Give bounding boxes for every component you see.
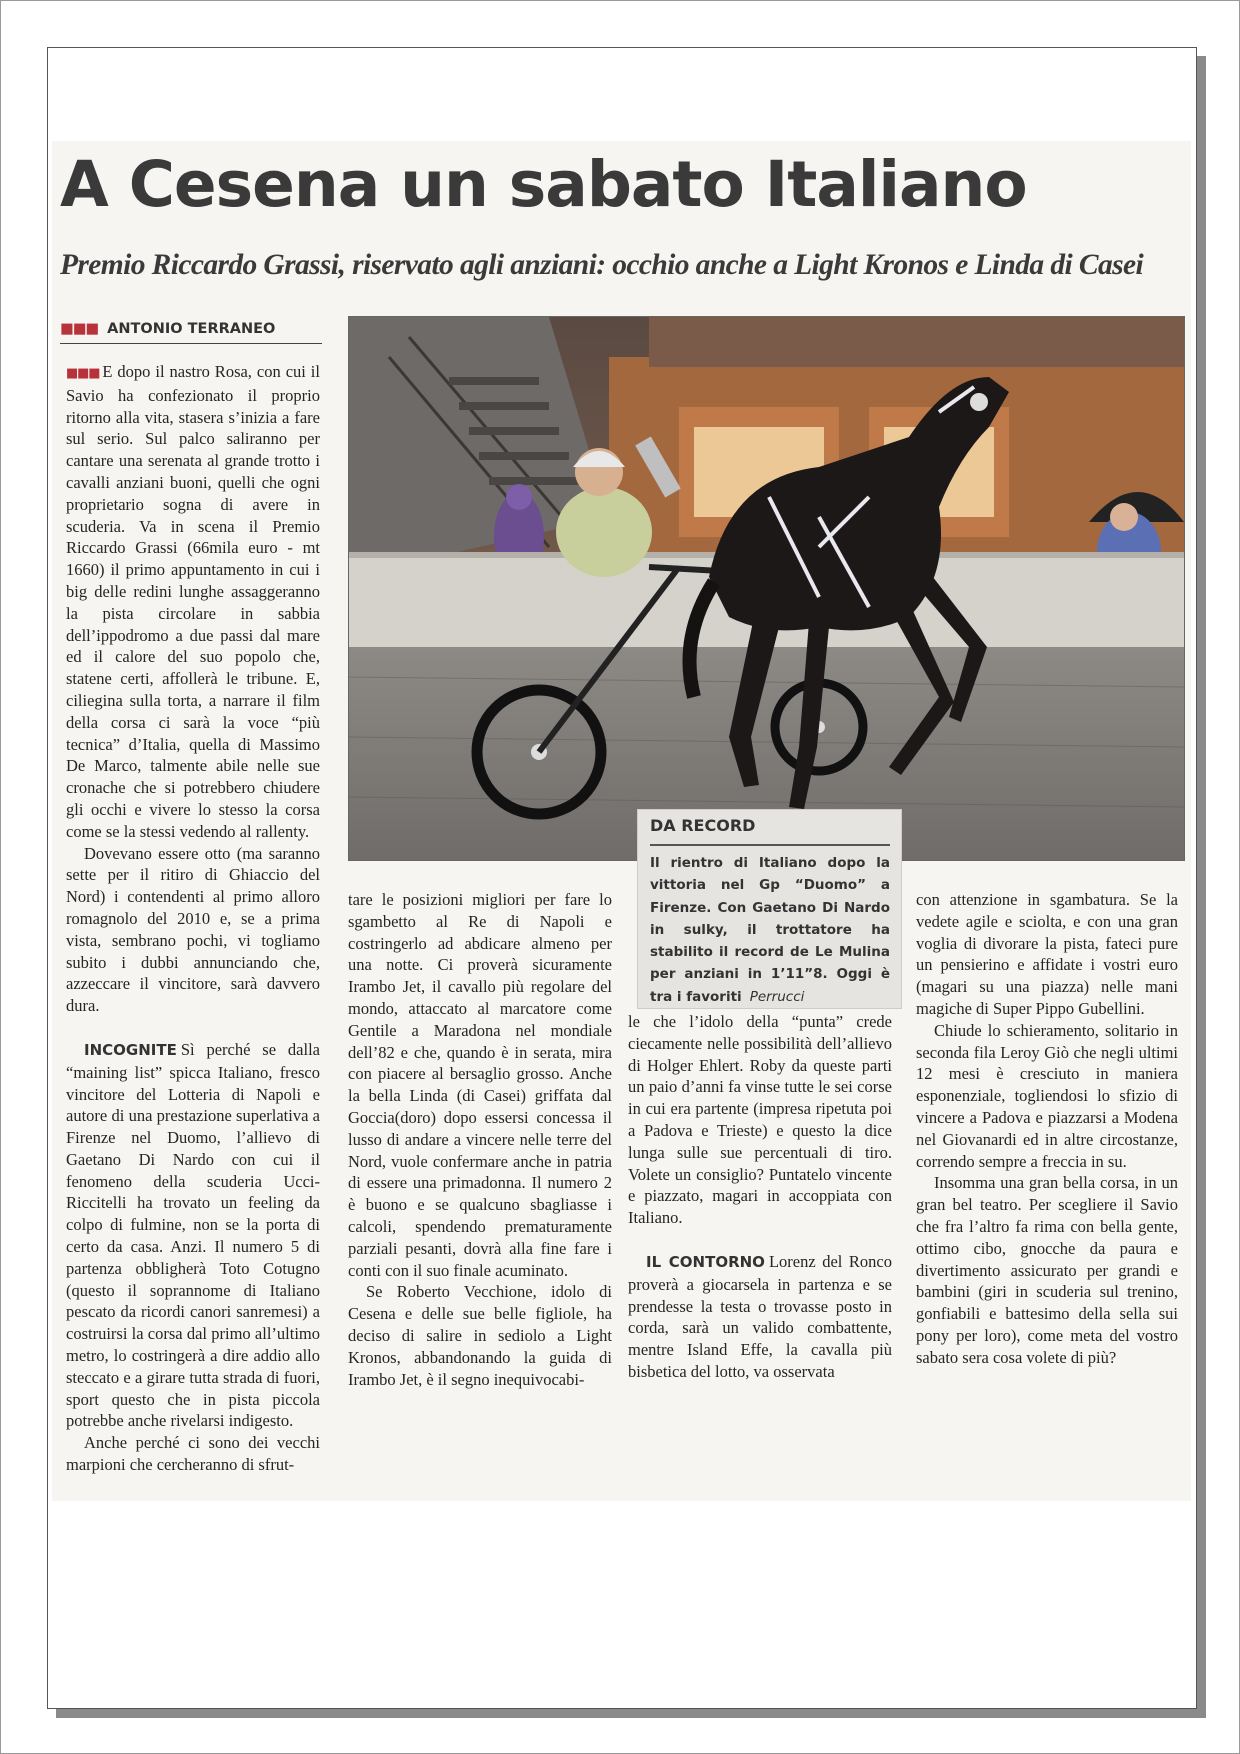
paragraph-text: E dopo il nastro Rosa, con cui il Savio ha confezionato il proprio ritorno alla vita, stasera s’inizia a fare sul serio. Sul palco saliranno per cantare una serenata al grande trotto i cavalli anziani buoni, quelli che ogni proprietario sogna di avere in scuderia. Va in scena il Premio Riccardo Grassi (66mila euro - mt 1660) il primo appuntamento in cui i big delle redini lunghe assaggeranno la pista circolare in sabbia dell’ippodromo a due passi dal mare ed il calore del suo popolo che, statene certi, affollerà le tribune. E, ciliegina sulla torta, a narrare il film della corsa ci sarà la voce “più tecnica” d’Italia, quella di Massimo De Marco, talmente abile nelle sue cronache che si potrebbero chiudere gli occhi e vivere lo stesso la corsa come se la stessi vedendo al rallenty. [66,362,320,841]
section-kicker: IL CONTORNO [646,1252,765,1271]
photo-caption [637,809,902,1009]
author-name: ANTONIO TERRANEO [107,321,276,337]
paragraph: Chiude lo schieramento, solitario in seconda fila Leroy Giò che negli ultimi 12 mesi è cresciuto in maniera esponenziale, togliendosi lo sfizio di vincere a Padova e piazzarsi a Modena nel Giovanardi ed in altre circostanze, correndo sempre a freccia in su. [916,1020,1178,1171]
newspaper-clipping [52,141,1191,1501]
paragraph [66,1039,320,1432]
photo-credit: Perrucci [749,988,805,1005]
race-photo [348,316,1185,861]
article-column-4 [916,889,1178,1369]
subtitle: Premio Riccardo Grassi, riservato agli anziani: occhio anche a Light Kronos e Linda di Casei [60,249,1144,281]
headline: A Cesena un sabato Italiano [60,148,1027,221]
paragraph: Anche perché ci sono dei vecchi marpioni che cercheranno di sfrut- [66,1433,320,1475]
article-column-1 [66,361,320,1476]
article-column-3 [628,1011,892,1383]
paragraph: con attenzione in sgambatura. Se la vedete agile e sciolta, e con una gran voglia di divorare la pista, fateci pure un pensierino e affidate i vostri euro (magari su una piazza) nelle mani magiche di Super Pippo Gubellini. [916,890,1178,1018]
article-column-2 [348,889,612,1390]
paragraph: tare le posizioni migliori per fare lo sgambetto al Re di Napoli e costringerlo ad abdicare almeno per una notte. Ci proverà sicuramente Irambo Jet, il cavallo più regolare del mondo, attaccato al marcatore come Gentile a Maradona nel mondiale dell’82 e che, quando è in serata, mira con piacere al bersaglio grosso. Anche la bella Linda (di Casei) griffata dal Goccia(doro) dopo essersi concessa il lusso di andare a vincere nelle terre del Nord, vuole confermare anche in patria di essere una primadonna. Il numero 2 è buono e se qualcuno sbagliasse i calcoli, spendendo prematuramente parziali pesanti, dovrà alla fine fare i conti con il suo finale acuminato. [348,890,612,1280]
caption-body: Il rientro di Italiano dopo la vittoria nel Gp “Duomo” a Firenze. Con Gaetano Di Nardo in sulky, il trottatore ha stabilito il record de Le Mulina per anziani in 1’11”8. Oggi è tra i favoriti [650,855,890,1005]
paragraph [628,1251,892,1383]
section-kicker: INCOGNITE [84,1040,177,1059]
caption-divider [650,844,890,846]
paragraph-marker-icon: ■■■ [66,366,100,381]
paragraph: Insomma una gran bella corsa, in un gran bel teatro. Per scegliere il Savio che fra l’altro fa rima con bella gente, ottimo cibo, gnocche da paura e divertimento assicurato per grandi e bambini (giri in scuderia sul trenino, gonfiabili e battesimo della sella sui pony per loro), come meta del vostro sabato sera cosa volete di più? [916,1173,1178,1367]
caption-text [650,852,890,1008]
paragraph-text: Sì perché se dalla “maining list” spicca Italiano, fresco vincitore del Lotteria di Napoli e autore di una prestazione superlativa a Firenze nel Duomo, l’allievo di Gaetano Di Nardo con cui il fenomeno della scuderia Ucci-Riccitelli ha trovato un feeling da colpo di fulmine, non se la porta di certo da casa. Anzi. Il numero 5 di partenza obbligherà Toto Cotugno (questo il soprannome di Italiano pescato da ricordi canori sanremesi) a costruirsi la corsa dal primo all’ultimo metro, lo costringerà a dire addio allo steccato e a girare tutta strada di fuori, sport questo che in pista piccola potrebbe anche rivelarsi indigesto. [66,1039,320,1431]
document-page [47,47,1197,1709]
horse-and-sulky-illustration [349,317,1184,860]
byline [60,319,322,344]
caption-title: DA RECORD [650,816,756,835]
paragraph [66,361,320,843]
paragraph-text: Lorenz del Ronco proverà a giocarsela in partenza e se prendesse la testa o trovasse posto in corda, sarà un valido combattente, mentre Island Effe, la cavalla più bisbetica del lotto, va osservata [628,1251,892,1381]
byline-marker-icon: ■■■ [60,321,99,337]
paragraph: Dovevano essere otto (ma saranno sette per il ritiro di Ghiaccio del Nord) i contendenti al primo alloro romagnolo del 2010 e, se a prima vista, sembrano pochi, vi togliamo subito i dubbi annunciando che, azzeccare il vincitore, sarà davvero dura. [66,843,320,1016]
paragraph: le che l’idolo della “punta” crede ciecamente nelle possibilità dell’allievo di Holger Ehlert. Roby da queste parti un paio d’anni fa vinse tutte le sei corse in cui era partente (impresa ripetuta poi a Padova e Trieste) e questo la dice lunga sulle sue percentuali di tiro. Volete un consiglio? Puntatelo vincente e piazzato, magari in accoppiata con Italiano. [628,1012,892,1228]
paragraph: Se Roberto Vecchione, idolo di Cesena e delle sue belle figliole, ha deciso di salire in sediolo a Light Kronos, abbandonando la guida di Irambo Jet, è il segno inequivocabi- [348,1282,612,1389]
